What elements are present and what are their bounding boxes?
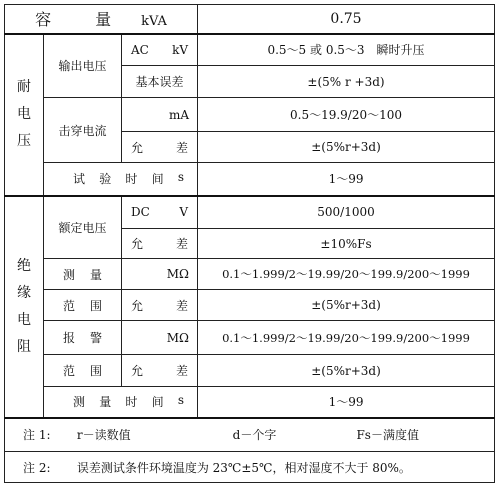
output-voltage-row	[5, 34, 495, 66]
alarm-range-tol-label: 允 差	[122, 355, 198, 387]
breakdown-current-tol-value: ±(5%r+3d)	[198, 132, 495, 163]
note-2: 注 2: 误差测试条件环境温度为 23℃±5℃，相对湿度不大于 80%。	[5, 452, 495, 483]
note-1: 注 1: r－读数值 d－个字 Fs－满度值	[5, 418, 495, 452]
basic-error-label: 基本误差	[122, 66, 198, 98]
rated-voltage-unit: DC V	[122, 196, 198, 229]
capacity-row	[5, 5, 495, 34]
breakdown-current-label: 击穿电流	[44, 98, 122, 163]
measure-range-unit: MΩ	[122, 259, 198, 290]
alarm-range-label-top: 报 警	[44, 321, 122, 355]
measure-range-tol-value: ±(5%r+3d)	[198, 290, 495, 321]
alarm-range-tol-row	[5, 355, 495, 387]
measure-range-label-bottom: 范 围	[44, 290, 122, 321]
rated-voltage-row	[5, 196, 495, 229]
breakdown-current-range: 0.5～19.9/20～100	[198, 98, 495, 132]
note-1-row	[5, 418, 495, 452]
output-voltage-unit: AC kV	[122, 34, 198, 66]
measure-range-tol-row	[5, 290, 495, 321]
output-voltage-range: 0.5～5 或 0.5～3 瞬时升压	[198, 34, 495, 66]
test-time-value: 1～99	[198, 163, 495, 196]
measure-range-row	[5, 259, 495, 290]
spec-table	[4, 4, 495, 483]
alarm-range-label-bottom: 范 围	[44, 355, 122, 387]
breakdown-current-row	[5, 98, 495, 132]
alarm-range-row	[5, 321, 495, 355]
measure-time-label: 测 量 时 间 s	[44, 387, 198, 418]
test-time-label: 试 验 时 间 s	[44, 163, 198, 196]
withstand-voltage-group-label: 耐 电 压	[5, 34, 44, 196]
output-voltage-label: 输出电压	[44, 34, 122, 98]
measure-time-row	[5, 387, 495, 418]
rated-voltage-tol-value: ±10%Fs	[198, 229, 495, 259]
measure-range-tol-label: 允 差	[122, 290, 198, 321]
breakdown-current-tol-label: 允 差	[122, 132, 198, 163]
breakdown-current-unit: mA	[122, 98, 198, 132]
measure-time-value: 1～99	[198, 387, 495, 418]
rated-voltage-label: 额定电压	[44, 196, 122, 259]
basic-error-value: ±(5% r +3d)	[198, 66, 495, 98]
test-time-row	[5, 163, 495, 196]
measure-range-value: 0.1～1.999/2～19.99/20～199.9/200～1999	[198, 259, 495, 290]
alarm-range-value: 0.1～1.999/2～19.99/20～199.9/200～1999	[198, 321, 495, 355]
alarm-range-unit: MΩ	[122, 321, 198, 355]
capacity-label: 容 量 kVA	[5, 5, 198, 34]
rated-voltage-tol-label: 允 差	[122, 229, 198, 259]
rated-voltage-value: 500/1000	[198, 196, 495, 229]
note-2-row	[5, 452, 495, 483]
alarm-range-tol-value: ±(5%r+3d)	[198, 355, 495, 387]
measure-range-label-top: 测 量	[44, 259, 122, 290]
insulation-resistance-group-label: 绝 缘 电 阻	[5, 196, 44, 418]
capacity-value: 0.75	[198, 5, 495, 34]
